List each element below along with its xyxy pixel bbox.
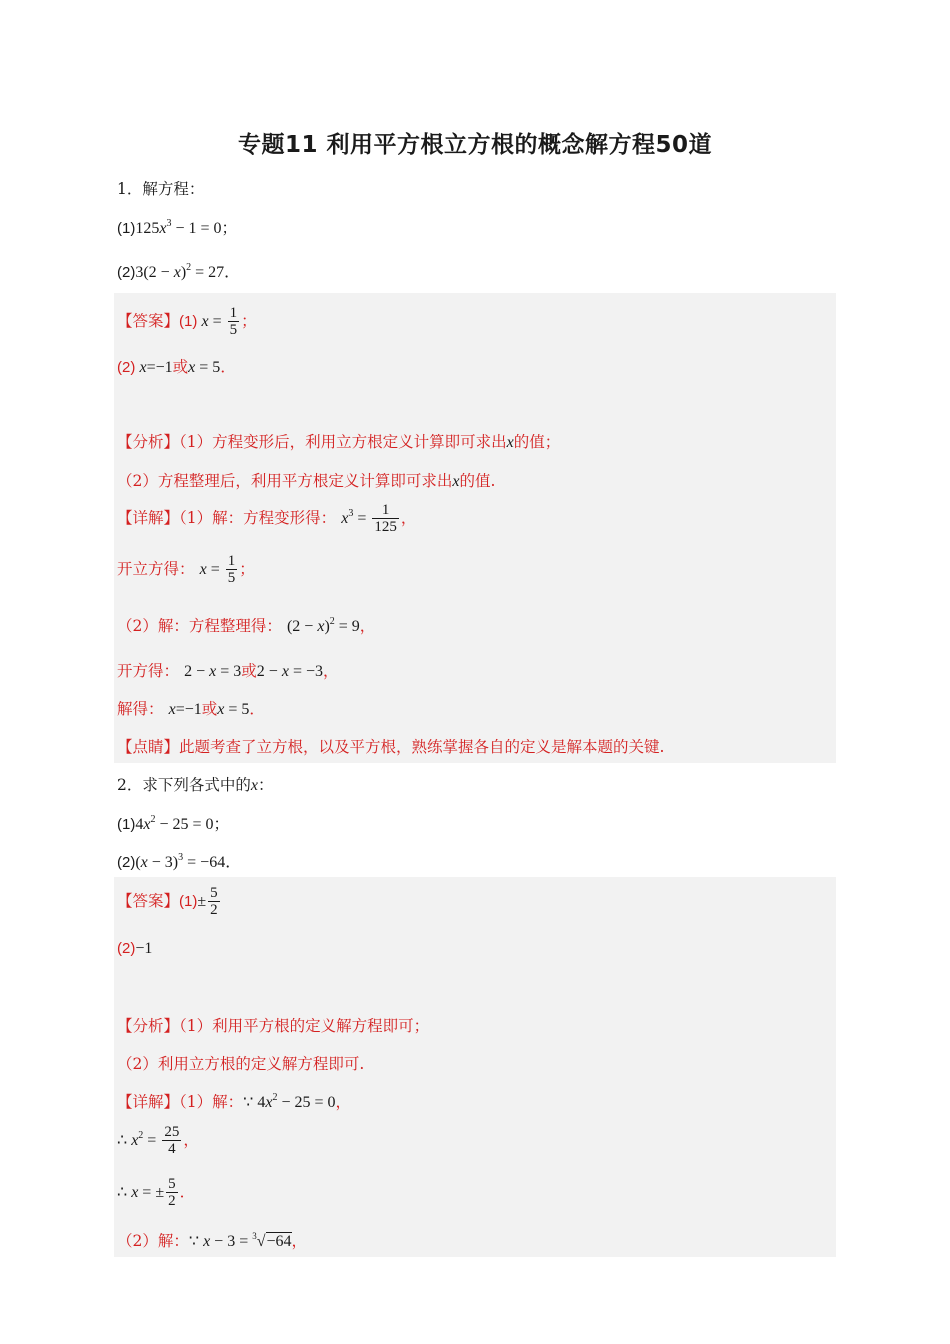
question-1-part-2: $(2)3(2 - x)^2 = 27$． <box>117 262 241 281</box>
question-2-part-1: $(1)4x^2 - 25 = 0$； <box>117 814 230 833</box>
fraction: $\frac{25}{4}$ <box>164 1124 180 1157</box>
detail-2-line-3: ∴ x = ± $\frac{5}{2}$ ． <box>117 1176 196 1209</box>
detail-2-line-4: （2）解：∵ x − 3 = $^3$√−64， <box>117 1231 308 1250</box>
fraction: $\frac{1}{125}$ <box>374 502 397 535</box>
analysis-1-line-2: （2）方程整理后，利用平方根定义计算即可求出x的值. <box>117 472 496 490</box>
question-2-prompt: 2．求下列各式中的x： <box>117 776 274 794</box>
detail-1-line-2: 开立方得： x = $\frac{1}{5}$ ； <box>117 553 255 586</box>
detail-1-line-5: 解得： x=−1或x = 5． <box>117 700 265 718</box>
question-number: 1． <box>117 180 143 198</box>
detail-tag: 【详解】 <box>117 1093 180 1111</box>
comment-tag: 【点睛】 <box>117 738 180 756</box>
detail-1-line-1: 【详解】（1）解：方程变形得： $x^3$ = $\frac{1}{125}$ ， <box>117 502 417 535</box>
detail-2-line-1: 【详解】（1）解：∵ $4x^2 - 25 = 0$， <box>117 1092 351 1111</box>
answer-1-line-1: 【答案】(1) x = $\frac{1}{5}$ ； <box>117 305 257 338</box>
analysis-2-line-1: 【分析】（1）利用平方根的定义解方程即可； <box>117 1017 430 1035</box>
fraction: $\frac{1}{5}$ <box>227 553 236 586</box>
question-2-part-2: $(2)(x - 3)^3 = -64$． <box>117 852 242 871</box>
question-1-prompt <box>117 177 204 199</box>
answer-2-line-1: 【答案】(1)± $\frac{5}{2}$ <box>117 885 218 918</box>
analysis-tag: 【分析】 <box>117 433 180 451</box>
answer-tag: 【答案】 <box>117 892 180 910</box>
analysis-2-line-2: （2）利用立方根的定义解方程即可. <box>117 1055 365 1073</box>
detail-1-line-4: 开方得： 2 − x = 3或2 − x = −3， <box>117 662 339 680</box>
fraction: $\frac{5}{2}$ <box>210 885 218 918</box>
question-text: 解方程： <box>142 180 205 198</box>
analysis-1-line-1: 【分析】（1）方程变形后，利用立方根定义计算即可求出x的值； <box>117 433 561 451</box>
comment-1: 【点睛】此题考查了立方根，以及平方根，熟练掌握各自的定义是解本题的关键. <box>117 738 665 756</box>
cube-root: $^3$√−64 <box>252 1231 292 1250</box>
detail-tag: 【详解】 <box>117 509 180 527</box>
answer-1-line-2: (2) x=−1或x = 5． <box>117 358 236 376</box>
detail-1-line-3: （2）解：方程整理得： $(2 - x)^2 = 9$， <box>117 616 376 635</box>
detail-2-line-2: ∴ $x^2$ = $\frac{25}{4}$ ， <box>117 1124 199 1157</box>
fraction: $\frac{1}{5}$ <box>229 305 238 338</box>
answer-tag: 【答案】 <box>117 312 180 330</box>
answer-2-line-2: (2)−1 <box>117 940 153 957</box>
analysis-tag: 【分析】 <box>117 1017 180 1035</box>
fraction: $\frac{5}{2}$ <box>168 1176 176 1209</box>
question-1-part-1: $(1)125x^3 - 1 = 0$； <box>117 218 238 237</box>
question-number: 2． <box>117 776 143 794</box>
page-title: 专题11 利用平方根立方根的概念解方程50道 <box>237 132 713 158</box>
